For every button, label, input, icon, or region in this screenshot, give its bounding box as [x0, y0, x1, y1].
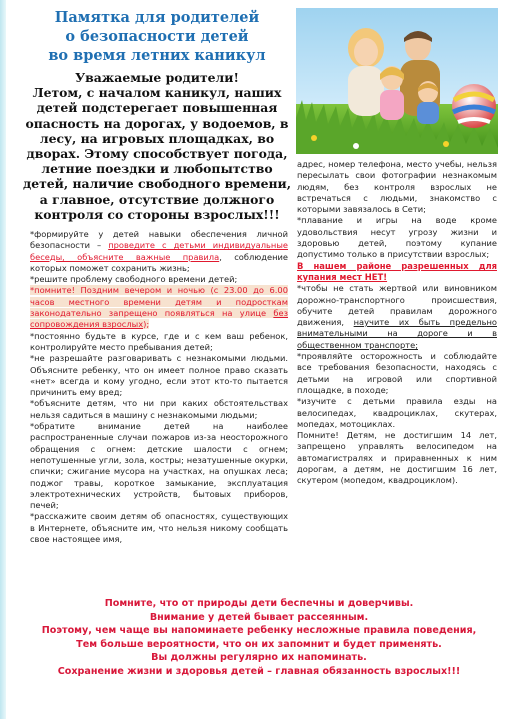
reminder-line-1: Помните, что от природы дети беспечны и доверчивы.	[104, 598, 414, 609]
right-para-1: адрес, номер телефона, место учебы, нельзя пересылать свои фотографии незнакомым людям, без контроля взрослых не встречаться с людьми, знакомство с которыми завязалось в Сети;	[297, 159, 497, 215]
left-para-1: *формируйте у детей навыки обеспечения личной безопасности – проведите с детьми индивидуальные беседы, объясните важные правила, соблюдение которых поможет сохранить жизнь;	[30, 229, 289, 273]
left-para-2: *решите проблему свободного времени детей;	[30, 274, 238, 285]
right-para-3: *чтобы не стать жертвой или виновником дорожно-транспортного происшествия, обучите детей правилам дорожного движения, научите их быть предельно внимательными на дороге и в общественном транспорте;	[297, 283, 497, 350]
left-para-6: *объясните детям, что ни при каких обстоятельствах нельзя садиться в машину с незнакомыми людьми;	[30, 398, 288, 420]
title-line-1: Памятка для родителей	[54, 9, 260, 26]
reminder-line-3: Поэтому, чем чаще вы напоминаете ребенку несложные правила поведения,	[41, 625, 477, 637]
left-para-3: *помните! Поздним вечером и ночью (с 23.00 до 6.00 часов местного времени детям и подросткам законодательно запрещено появляться на улице без сопровождения взрослых);	[30, 285, 288, 330]
page-title	[22, 8, 292, 65]
salutation: Уважаемые родители!	[75, 70, 239, 85]
right-para-5: *изучите с детьми правила езды на велосипедах, квадроциклах, скутерах, мопедах, мотоциклах.	[297, 396, 497, 429]
intro-text: Летом, с началом каникул, наших детей подстерегает повышенная опасность на дорогах, у водоемов, в лесу, на игровых площадках, во дворах. Этому способствует погода, летние поездки и любопытство детей, наличие свободного времени, а главное, отсутствие должного контроля со стороны взрослых!!!	[22, 85, 292, 222]
greeting-block	[22, 70, 292, 222]
left-para-8: *расскажите своим детям об опасностях, существующих в Интернете, объясните им, что нельзя никому сообщать свое настоящее имя,	[30, 511, 288, 545]
family-photo-svg	[296, 8, 498, 154]
right-column	[297, 159, 497, 487]
left-para-4: *постоянно будьте в курсе, где и с кем ваш ребенок, контролируйте место пребывания детей;	[30, 330, 288, 352]
title-line-3: во время летних каникул	[48, 47, 266, 64]
reminder-line-2: Внимание у детей бывает рассеянным.	[149, 611, 369, 623]
left-column	[30, 229, 288, 545]
reminder-line-5: Вы должны регулярно их напоминать.	[151, 652, 367, 664]
right-para-6: Помните! Детям, не достигшим 14 лет, запрещено управлять велосипедом на автомагистралях и приравненных к ним дорогам, а детям, не достигшим 16 лет, скутером (мопедом, квадроциклом).	[297, 430, 497, 486]
family-photo-illustration	[296, 8, 498, 154]
closing-reminders	[20, 597, 498, 679]
swimming-warning: В нашем районе разрешенных для купания мест НЕТ!	[297, 260, 497, 282]
decorative-border	[0, 0, 6, 719]
left-para-7: *обратите внимание детей на наиболее распространенные случаи пожаров из-за неосторожного обращения с огнем: детские шалости с огнем; непотушенные угли, зола, костры; незатушенные окурки, спички; сжигание мусора на участках, на опушках леса; поджог травы, короткое замыкание, эксплуатация электротехнических устройств, бытовых приборов, печей;	[30, 421, 288, 511]
right-para-2: *плавание и игры на воде кроме удовольствия несут угрозу жизни и здоровью детей, поэтому купание допустимо только в присутствии взрослых;	[297, 215, 497, 260]
title-line-2: о безопасности детей	[65, 28, 249, 45]
left-para-5: *не разрешайте разговаривать с незнакомыми людьми. Объясните ребенку, что он имеет полное право сказать «нет» всегда и кому угодно, если этот кто-то пытается причинить ему вред;	[30, 353, 288, 398]
reminder-line-6: Сохранение жизни и здоровья детей – главная обязанность взрослых!!!	[57, 665, 461, 677]
reminder-line-4: Тем больше вероятности, что он их запомнит и будет применять.	[76, 638, 442, 650]
right-para-4: *проявляйте осторожность и соблюдайте все требования безопасности, находясь с детьми на игровой или спортивной площадке, в походе;	[297, 351, 497, 395]
